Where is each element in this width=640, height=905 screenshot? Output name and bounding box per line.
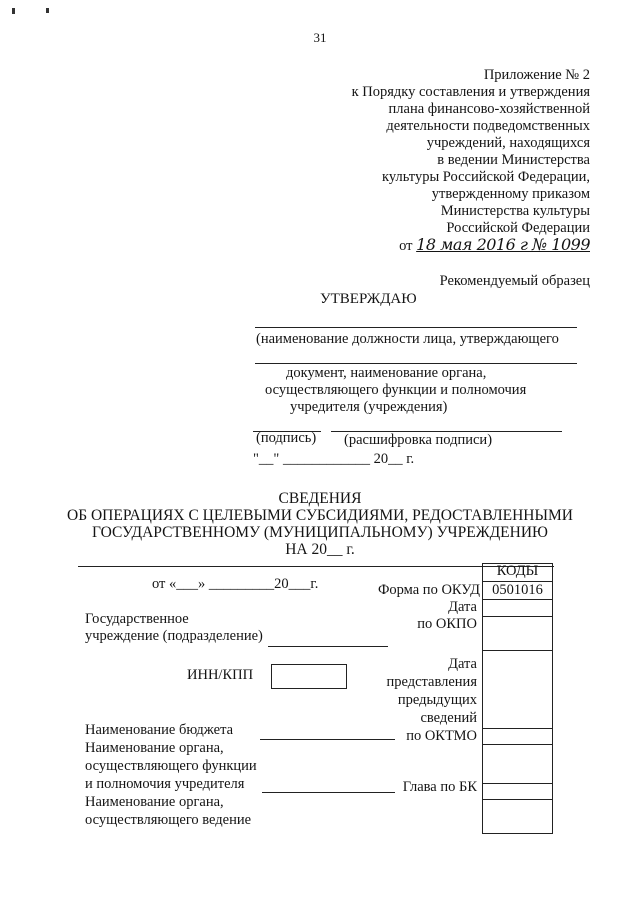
blank-code-cell [482,744,553,784]
oktmo-label: по ОКТМО [406,728,477,744]
bk-label: Глава по БК [402,779,477,795]
founder-label-2: осуществляющего функции [85,758,257,774]
keeper-label-2: осуществляющего ведение [85,812,252,828]
document-caption-1: документ, наименование органа, [286,365,487,381]
heading-line-2: ОБ ОПЕРАЦИЯХ С ЦЕЛЕВЫМИ СУБСИДИЯМИ, РЕДОСТАВЛЕННЫМИ [67,507,573,524]
appendix-line: к Порядку составления и утверждения [351,84,590,100]
institution-label-1: Государственное [85,611,189,627]
position-line [255,327,577,328]
approval-date-line: "__" ____________ 20__ г. [253,451,415,467]
inn-kpp-field[interactable] [271,664,347,689]
inn-label: ИНН/КПП [187,667,254,683]
okpo-code-cell [482,616,553,651]
decode-caption: (расшифровка подписи) [344,432,493,448]
budget-line [260,739,395,740]
okud-code: 0501016 [492,582,543,598]
document-caption-3: учредителя (учреждения) [290,399,448,415]
signature-caption: (подпись) [256,430,317,446]
prev-date-label-2: представления [386,674,477,690]
codes-header: КОДЫ [496,563,539,579]
appendix-line: утвержденному приказом [431,186,590,202]
founder-line [262,792,395,793]
heading-line-4: НА 20__ г. [285,541,355,558]
appendix-line: деятельности подведомственных [386,118,590,134]
appendix-line: Российской Федерации [446,220,590,236]
approve-title: УТВЕРЖДАЮ [320,291,417,307]
document-caption-2: осуществляющего функции и полномочия [265,382,527,398]
institution-label-2: учреждение (подразделение) [85,628,263,644]
sample-note: Рекомендуемый образец [439,273,590,289]
date-label: Дата [448,599,477,615]
budget-label: Наименование бюджета [85,722,234,738]
prev-date-label-1: Дата [448,656,477,672]
scan-speck [12,8,15,14]
founder-label-3: и полномочия учредителя [85,776,245,792]
okpo-label: по ОКПО [417,616,477,632]
prev-date-code-cell [482,650,553,729]
oktmo-code-cell [482,728,553,745]
founder-label-1: Наименование органа, [85,740,224,756]
order-date-line [399,235,590,255]
okud-label: Форма по ОКУД [377,582,480,598]
heading-title: СВЕДЕНИЯ [278,490,362,507]
date-code-cell [482,599,553,617]
scan-speck [46,8,49,13]
appendix-line: культуры Российской Федерации, [382,169,590,185]
document-line [255,363,577,364]
page-number: 31 [313,30,327,45]
appendix-line: в ведении Министерства [437,152,590,168]
appendix-line: учреждений, находящихся [426,135,590,151]
institution-line [268,646,388,647]
handwritten-order-number: 18 мая 2016 г № 1099 [416,235,590,254]
heading-line-3: ГОСУДАРСТВЕННОМУ (МУНИЦИПАЛЬНОМУ) УЧРЕЖДЕНИЮ [92,524,548,541]
prev-date-label-3: предыдущих [397,692,477,708]
keeper-code-cell [482,799,553,834]
position-caption: (наименование должности лица, утверждающего [256,331,559,347]
date-from: от «___» _________20___г. [152,576,319,592]
appendix-line: плана финансово-хозяйственной [388,101,590,117]
appendix-line: Министерства культуры [440,203,590,219]
order-prefix: от [399,238,413,254]
bk-code-cell [482,783,553,800]
prev-date-label-4: сведений [420,710,477,726]
appendix-line: Приложение № 2 [483,67,590,83]
keeper-label-1: Наименование органа, [85,794,224,810]
